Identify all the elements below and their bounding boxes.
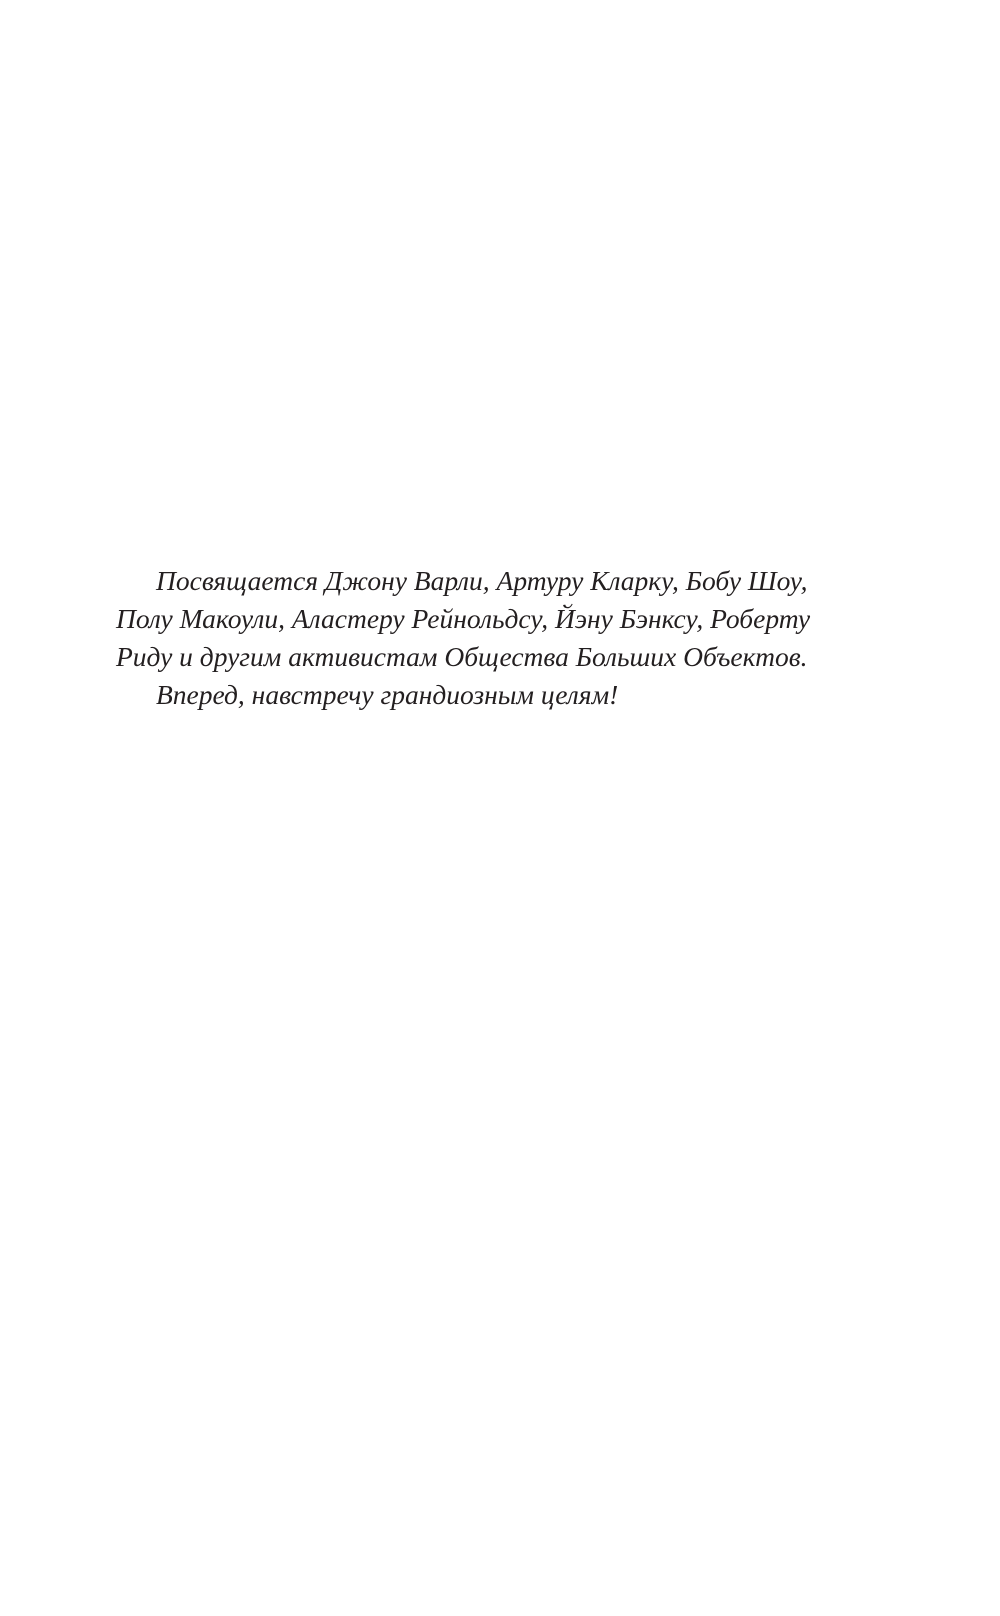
dedication-line: Риду и другим активистам Общества Больших Объектов. xyxy=(116,641,808,672)
dedication-text xyxy=(116,562,856,714)
dedication-line: Посвящается Джону Варли, Артуру Кларку, Бобу Шоу, xyxy=(156,565,808,596)
dedication-line: Полу Макоули, Аластеру Рейнольдсу, Йэну Бэнксу, Роберту xyxy=(116,603,811,634)
dedication-closing-line: Вперед, навстречу грандиозным целям! xyxy=(156,679,619,710)
